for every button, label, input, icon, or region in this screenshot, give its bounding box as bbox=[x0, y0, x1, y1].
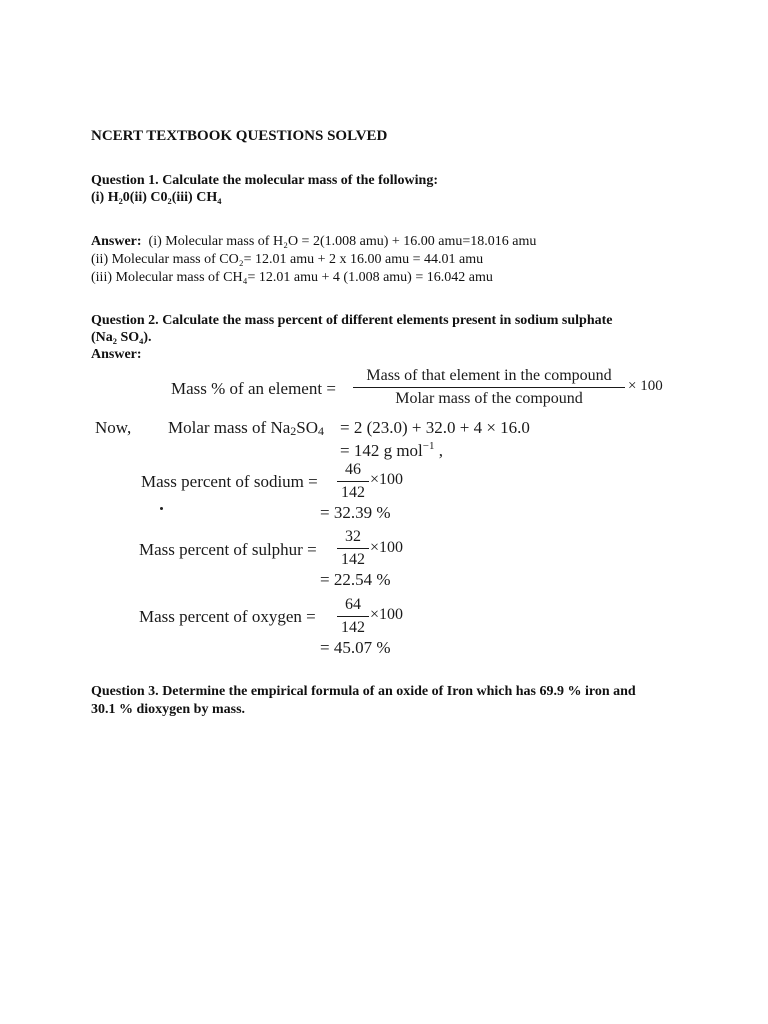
sulphur-denominator: 142 bbox=[341, 551, 365, 568]
times-100: × 100 bbox=[628, 378, 663, 394]
superscript-minus-1: −1 bbox=[422, 440, 435, 452]
answer-1-line-2: (ii) Molecular mass of CO₂= 12.01 amu + 2 x 16.00 amu = 44.01 amu bbox=[91, 252, 484, 267]
subscript-4: 4 bbox=[318, 424, 325, 438]
sulphur-numerator: 32 bbox=[345, 528, 361, 545]
molar-mass-so: SO bbox=[296, 418, 319, 437]
answer-1-text-1: (i) Molecular mass of H₂O = 2(1.008 amu) + 16.00 amu=18.016 amu bbox=[148, 234, 537, 249]
answer-1-line-1 bbox=[91, 233, 536, 250]
sodium-fraction bbox=[337, 461, 369, 502]
question-3-label: Question 3. bbox=[91, 684, 159, 699]
question-3-text: Determine the empirical formula of an oxide of Iron which has 69.9 % iron and bbox=[162, 684, 636, 699]
molar-mass-tail: , bbox=[434, 441, 444, 460]
question-1-parts: (i) H₂0(ii) C0₂(iii) CH₄ bbox=[91, 190, 222, 205]
mass-percent-denominator: Molar mass of the compound bbox=[395, 390, 583, 407]
sulphur-times-100: ×100 bbox=[370, 539, 404, 556]
answer-2-label: Answer: bbox=[91, 347, 142, 362]
answer-1-label: Answer: bbox=[91, 234, 142, 249]
sodium-denominator: 142 bbox=[341, 484, 365, 501]
sulphur-label: Mass percent of sulphur = bbox=[139, 540, 317, 559]
answer-1-line-3: (iii) Molecular mass of CH₄= 12.01 amu + 4 (1.008 amu) = 16.042 amu bbox=[91, 270, 493, 285]
mass-percent-label: Mass % of an element = bbox=[171, 379, 336, 398]
sulphur-fraction bbox=[337, 528, 369, 569]
oxygen-label: Mass percent of oxygen = bbox=[139, 607, 316, 626]
molar-mass-result bbox=[340, 440, 443, 461]
molar-mass-text: Molar mass of Na bbox=[168, 418, 291, 437]
oxygen-times-100: ×100 bbox=[370, 606, 404, 623]
page-title: NCERT TEXTBOOK QUESTIONS SOLVED bbox=[91, 128, 388, 144]
question-2-formula: (Na₂ SO₄). bbox=[91, 330, 152, 345]
question-2-text: Calculate the mass percent of different elements present in sodium sulphate bbox=[162, 313, 613, 328]
molar-mass-value: = 142 g mol bbox=[340, 441, 423, 460]
question-2 bbox=[91, 312, 613, 329]
oxygen-result: = 45.07 % bbox=[320, 638, 391, 657]
molar-mass-label bbox=[168, 418, 324, 439]
question-3-text-2: 30.1 % dioxygen by mass. bbox=[91, 702, 246, 717]
question-1 bbox=[91, 172, 438, 189]
now-label: Now, bbox=[95, 418, 132, 437]
sodium-numerator: 46 bbox=[345, 461, 361, 478]
mass-percent-fraction bbox=[353, 367, 625, 408]
sodium-result: = 32.39 % bbox=[320, 503, 391, 522]
sulphur-result: = 22.54 % bbox=[320, 570, 391, 589]
sodium-times-100: ×100 bbox=[370, 471, 404, 488]
oxygen-fraction bbox=[337, 596, 369, 637]
oxygen-denominator: 142 bbox=[341, 619, 365, 636]
sodium-label: Mass percent of sodium = bbox=[141, 472, 318, 491]
mass-percent-numerator: Mass of that element in the compound bbox=[366, 367, 612, 384]
question-2-label: Question 2. bbox=[91, 313, 159, 328]
molar-mass-expression: = 2 (23.0) + 32.0 + 4 × 16.0 bbox=[340, 418, 530, 437]
oxygen-numerator: 64 bbox=[345, 596, 361, 613]
stray-mark bbox=[160, 507, 163, 510]
subscript-2: 2 bbox=[290, 424, 297, 438]
question-3 bbox=[91, 683, 636, 700]
question-1-label: Question 1. bbox=[91, 173, 159, 188]
question-1-text: Calculate the molecular mass of the following: bbox=[162, 173, 439, 188]
